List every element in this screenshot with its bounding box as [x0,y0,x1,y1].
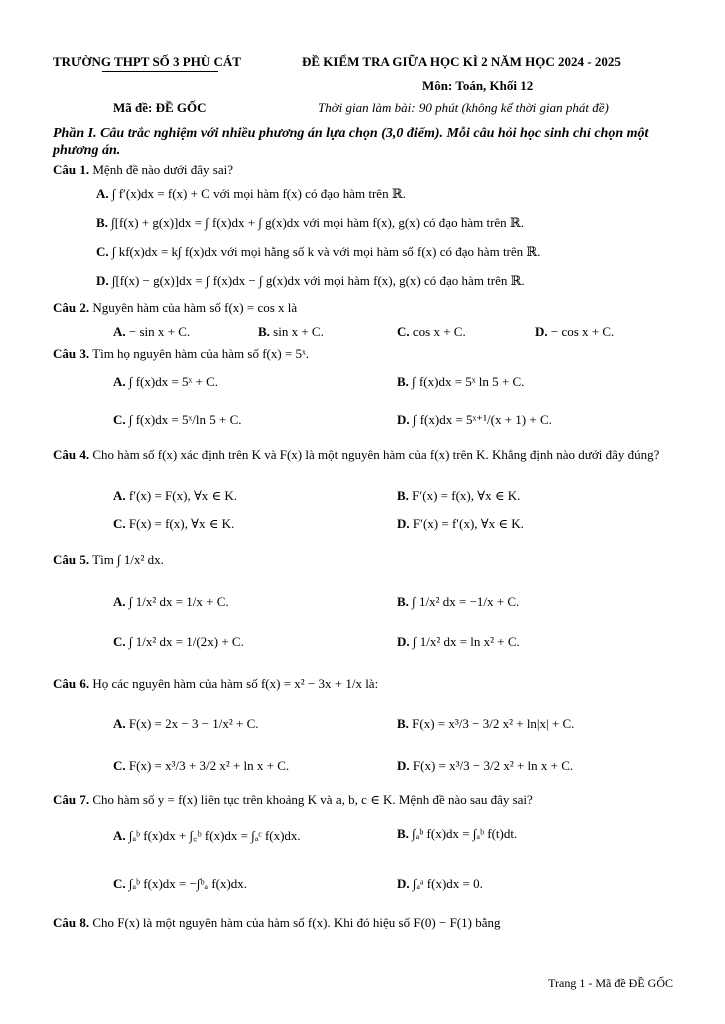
question-6 [53,676,378,692]
option-label: B. [397,374,409,389]
option-label: B. [397,594,409,609]
exam-code: Mã đề: ĐỀ GỐC [113,100,207,115]
exam-title: ĐỀ KIỂM TRA GIỮA HỌC KÌ 2 NĂM HỌC 2024 - 2025 [302,54,621,69]
question-4 [53,444,673,466]
option-label: A. [96,186,109,201]
option-label: B. [96,215,108,230]
option-label: D. [96,273,109,288]
option-text: ∫ kf(x)dx = k∫ f(x)dx với mọi hằng số k và với mọi hàm số f(x) có đạo hàm trên ℝ. [111,244,541,259]
option-5a [113,594,229,610]
option-text: F′(x) = f′(x), ∀x ∈ K. [412,516,524,531]
option-label: C. [397,324,410,339]
option-4b [397,488,520,504]
option-label: B. [397,716,409,731]
option-4a [113,488,237,504]
option-1c [96,244,540,260]
option-1d [96,273,525,289]
option-text: ∫ₐᵇ f(x)dx + ∫꜀ᵇ f(x)dx = ∫ₐᶜ f(x)dx. [128,828,301,843]
option-text: ∫ f(x)dx = 5ˣ⁺¹/(x + 1) + C. [412,412,552,427]
option-6b [397,716,574,732]
option-text: F(x) = x³/3 + 3/2 x² + ln x + C. [128,758,290,773]
option-label: D. [397,634,410,649]
question-text: Mệnh đề nào dưới đây sai? [92,162,234,177]
option-text: F(x) = x³/3 − 3/2 x² + ln|x| + C. [412,716,575,731]
question-label: Câu 2. [53,300,90,315]
option-7d [397,876,483,892]
exam-time: Thời gian làm bài: 90 phút (không kể thời gian phát đề) [318,100,609,115]
option-label: A. [113,324,126,339]
option-label: D. [397,516,410,531]
question-label: Câu 1. [53,162,90,177]
option-text: f′(x) = F(x), ∀x ∈ K. [128,488,238,503]
option-label: B. [258,324,270,339]
question-label: Câu 7. [53,792,90,807]
option-text: ∫ₐᵇ f(x)dx = −∫ᵇₐ f(x)dx. [128,876,248,891]
option-label: D. [535,324,548,339]
option-6d [397,758,573,774]
option-text: ∫ 1/x² dx = 1/x + C. [128,594,229,609]
school-name: TRƯỜNG THPT SỐ 3 PHÙ CÁT [53,54,241,69]
question-7 [53,792,533,808]
option-text: ∫[f(x) − g(x)]dx = ∫ f(x)dx − ∫ g(x)dx với mọi hàm f(x), g(x) có đạo hàm trên ℝ. [111,273,525,288]
question-label: Câu 5. [53,552,90,567]
option-6a [113,716,259,732]
question-text: Cho F(x) là một nguyên hàm của hàm số f(x). Khi đó hiệu số F(0) − F(1) bằng [92,915,501,930]
option-label: D. [397,758,410,773]
option-text: ∫ₐᵃ f(x)dx = 0. [412,876,483,891]
option-text: ∫ f(x)dx = 5ˣ ln 5 + C. [412,374,525,389]
option-text: F(x) = x³/3 − 3/2 x² + ln x + C. [412,758,574,773]
option-text: ∫[f(x) + g(x)]dx = ∫ f(x)dx + ∫ g(x)dx với mọi hàm f(x), g(x) có đạo hàm trên ℝ. [111,215,524,230]
option-2d [535,324,614,340]
option-label: C. [113,758,126,773]
option-4c [113,516,234,532]
option-5b [397,594,519,610]
option-text: ∫ₐᵇ f(x)dx = ∫ₐᵇ f(t)dt. [412,826,518,841]
question-label: Câu 4. [53,447,90,462]
option-3d [397,412,552,428]
question-text: Họ các nguyên hàm của hàm số f(x) = x² − 3x + 1/x là: [92,676,379,691]
option-label: A. [113,488,126,503]
option-label: C. [113,876,126,891]
option-text: cos x + C. [412,324,466,339]
option-text: F′(x) = f(x), ∀x ∈ K. [412,488,521,503]
question-text: Cho hàm số f(x) xác định trên K và F(x) là một nguyên hàm của f(x) trên K. Khẳng định nào dưới đây đúng? [92,447,660,462]
option-6c [113,758,289,774]
question-1 [53,162,233,178]
option-text: ∫ f′(x)dx = f(x) + C với mọi hàm f(x) có đạo hàm trên ℝ. [111,186,406,201]
question-text: Cho hàm số y = f(x) liên tục trên khoảng K và a, b, c ∈ K. Mệnh đề nào sau đây sai? [92,792,533,807]
question-label: Câu 6. [53,676,90,691]
option-label: D. [397,876,410,891]
question-label: Câu 3. [53,346,90,361]
option-text: − cos x + C. [550,324,615,339]
question-2 [53,300,297,316]
option-7a [113,826,301,844]
option-label: D. [397,412,410,427]
question-3 [53,346,309,362]
option-2a [113,324,190,340]
option-3b [397,374,524,390]
option-text: F(x) = 2x − 3 − 1/x² + C. [128,716,259,731]
option-label: C. [113,634,126,649]
option-text: ∫ 1/x² dx = −1/x + C. [412,594,520,609]
option-text: ∫ 1/x² dx = 1/(2x) + C. [128,634,244,649]
option-5c [113,634,244,650]
page-footer: Trang 1 - Mã đề ĐỀ GỐC [548,976,673,990]
question-text: Tìm ∫ 1/x² dx. [92,552,164,567]
option-1b [96,215,524,231]
option-label: A. [113,716,126,731]
option-label: B. [397,826,409,841]
school-underline [102,71,218,72]
question-text: Nguyên hàm của hàm số f(x) = cos x là [92,300,298,315]
part1-title: Phần I. Câu trắc nghiệm với nhiều phương án lựa chọn (3,0 điểm). Mỗi câu hỏi học sinh chỉ chọn một phương án. [53,126,649,158]
option-7c [113,876,247,892]
option-text: F(x) = f(x), ∀x ∈ K. [128,516,235,531]
exam-subject: Môn: Toán, Khối 12 [422,78,534,93]
option-2b [258,324,324,340]
option-text: ∫ f(x)dx = 5ˣ/ln 5 + C. [128,412,242,427]
option-label: A. [113,374,126,389]
option-label: C. [113,412,126,427]
question-label: Câu 8. [53,915,90,930]
option-label: B. [397,488,409,503]
option-3a [113,374,218,390]
option-text: sin x + C. [273,324,324,339]
option-1a [96,186,406,202]
question-5 [53,552,164,568]
question-text: Tìm họ nguyên hàm của hàm số f(x) = 5ˣ. [92,346,310,361]
option-label: C. [113,516,126,531]
option-text: ∫ f(x)dx = 5ˣ + C. [128,374,219,389]
option-5d [397,634,520,650]
option-text: − sin x + C. [128,324,191,339]
option-3c [113,412,242,428]
question-8 [53,915,500,931]
option-7b [397,826,517,842]
option-2c [397,324,466,340]
option-label: A. [113,828,126,843]
option-label: C. [96,244,109,259]
option-text: ∫ 1/x² dx = ln x² + C. [412,634,520,649]
option-label: A. [113,594,126,609]
option-4d [397,516,524,532]
